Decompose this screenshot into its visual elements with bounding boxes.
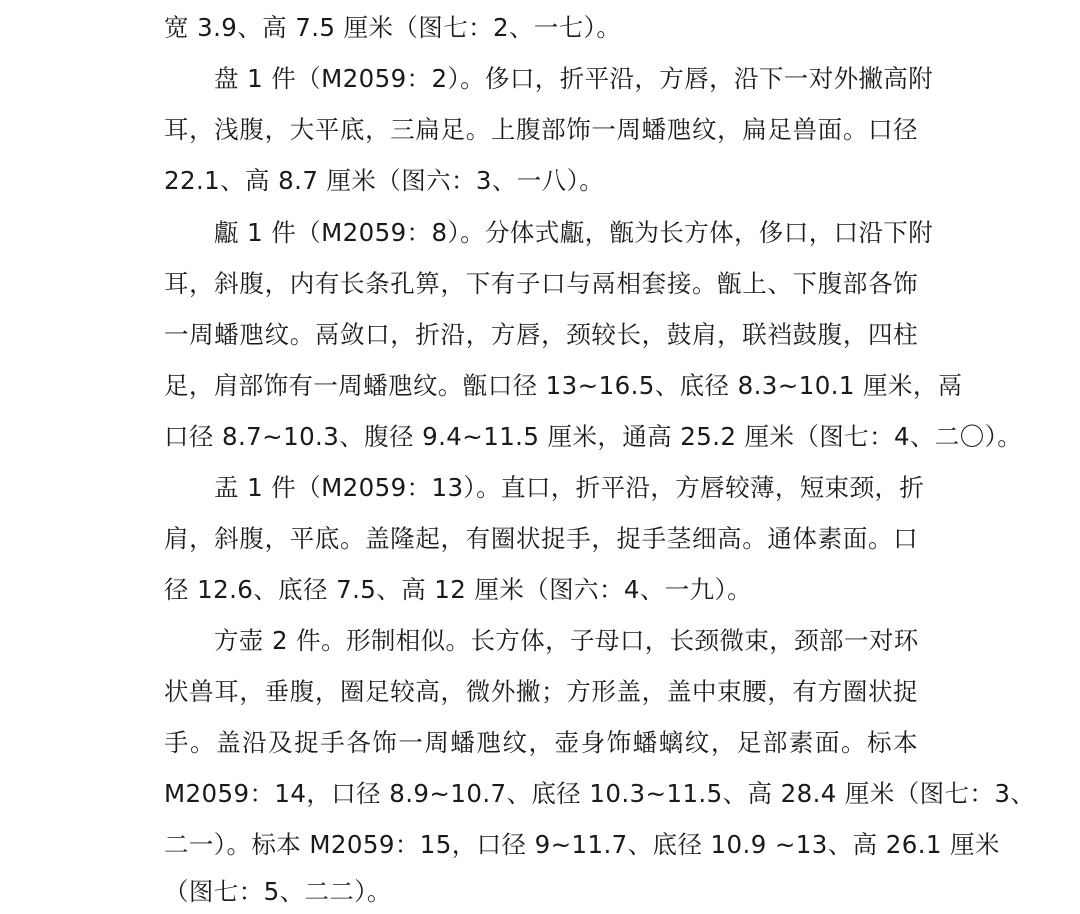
text-line: 耳，浅腹，大平底，三扁足。上腹部饰一周蟠虺纹，扁足兽面。口径 — [164, 115, 918, 144]
text-line: 二一）。标本 M2059：15，口径 9~11.7、底径 10.9 ~13、高 26.1 厘米 — [164, 830, 1000, 859]
text-line: 口径 8.7~10.3、腹径 9.4~11.5 厘米，通高 25.2 厘米（图七：4、二〇）。 — [164, 422, 1023, 451]
text-line: M2059：14，口径 8.9~10.7、底径 10.3~11.5、高 28.4 厘米（图七：3、 — [164, 779, 1036, 808]
text-line: 手。盖沿及捉手各饰一周蟠虺纹，壶身饰蟠螭纹，足部素面。标本 — [164, 728, 918, 757]
text-line: 径 12.6、底径 7.5、高 12 厘米（图六：4、一九）。 — [164, 575, 753, 604]
text-line: 一周蟠虺纹。鬲敛口，折沿，方唇，颈较长，鼓肩，联裆鼓腹，四柱 — [164, 320, 918, 349]
text-line: 肩，斜腹，平底。盖隆起，有圈状捉手，捉手茎细高。通体素面。口 — [164, 524, 918, 553]
text-line: 状兽耳，垂腹，圈足较高，微外撇；方形盖，盖中束腰，有方圈状捉 — [164, 677, 918, 706]
text-line: 宽 3.9、高 7.5 厘米（图七：2、一七）。 — [164, 13, 622, 42]
text-line: 耳，斜腹，内有长条孔箅，下有子口与鬲相套接。甑上、下腹部各饰 — [164, 269, 918, 298]
text-line: 足，肩部饰有一周蟠虺纹。甑口径 13~16.5、底径 8.3~10.1 厘米，鬲 — [164, 371, 963, 400]
text-line: （图七：5、二二）。 — [164, 877, 392, 906]
text-line: 盘 1 件（M2059：2）。侈口，折平沿，方唇，沿下一对外撇高附 — [214, 64, 934, 93]
text-line: 甗 1 件（M2059：8）。分体式甗，甑为长方体，侈口，口沿下附 — [214, 218, 934, 247]
text-line: 盂 1 件（M2059：13）。直口，折平沿，方唇较薄，短束颈，折 — [214, 473, 925, 502]
text-line: 22.1、高 8.7 厘米（图六：3、一八）。 — [164, 166, 605, 195]
text-line: 方壶 2 件。形制相似。长方体，子母口，长颈微束，颈部一对环 — [214, 626, 919, 655]
